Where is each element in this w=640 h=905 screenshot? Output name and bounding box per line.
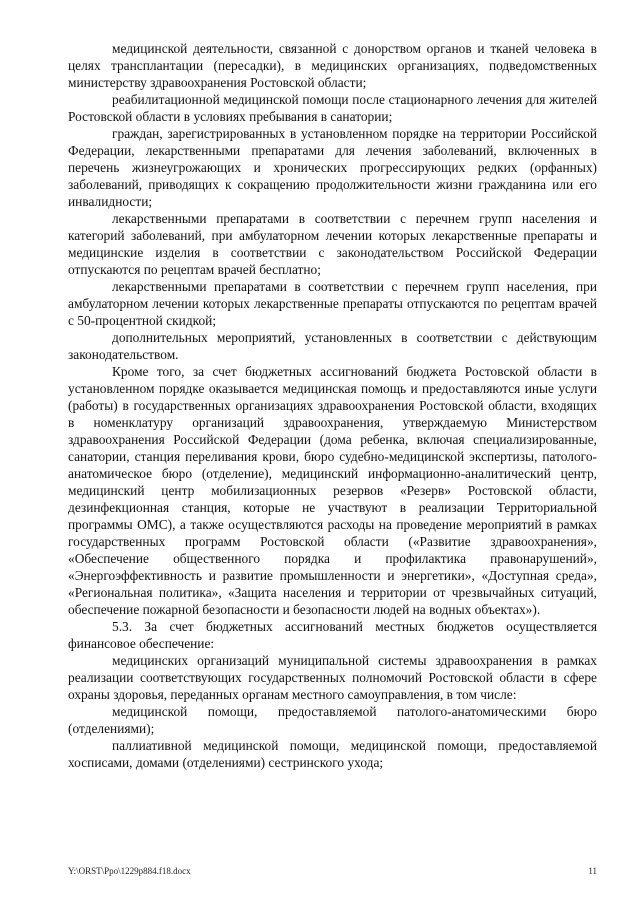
paragraph-additional-measures: дополнительных мероприятий, установленных в соответствии с действующим законодательством.	[68, 330, 597, 362]
paragraph-rehabilitation: реабилитационной медицинской помощи после стационарного лечения для жителей Ростовской области в условиях пребывания в санатории;	[68, 92, 597, 124]
paragraph-orphan-diseases: граждан, зарегистрированных в установленном порядке на территории Российской Федерации, лекарственными препаратами для лечения заболеваний, включенных в перечень жизнеугрожающих и хронических прогрессирующих редких (орфанных) заболеваний, приводящих к сокращению продолжительности жизни гражданина или его инвалидности;	[68, 126, 597, 209]
paragraph-discount-prescriptions: лекарственными препаратами в соответствии с перечнем групп населения, при амбулаторном лечении которых лекарственные препараты отпускаются по рецептам врачей с 50-процентной скидкой;	[68, 279, 597, 328]
paragraph-organ-donation: медицинской деятельности, связанной с донорством органов и тканей человека в целях трансплантации (пересадки), в медицинских организациях, подведомственных министерству здравоохранения Ростовской области;	[68, 41, 597, 90]
paragraph-municipal-organizations: медицинских организаций муниципальной системы здравоохранения в рамках реализации соответствующих государственных полномочий Ростовской области в сфере охраны здоровья, переданных органам местного самоуправления, в том числе:	[68, 653, 597, 702]
paragraph-regional-budget: Кроме того, за счет бюджетных ассигнований бюджета Ростовской области в установленном порядке оказывается медицинская помощь и предоставляются иные услуги (работы) в государственных организациях здравоохранения Ростовской области, входящих в номенклатуру организаций здравоохранения, утверждаемую Министерством здравоохранения Российской Федерации (дома ребенка, включая специализированные, санатории, станция переливания крови, бюро судебно-медицинской экспертизы, патолого-анатомическое бюро (отделение), медицинский информационно-аналитический центр, медицинский центр мобилизационных резервов «Резерв» Ростовской области, дезинфекционная станция, которые не участвуют в реализации Территориальной программы ОМС), а также осуществляются расходы на проведение мероприятий в рамках государственных программ Ростовской области («Развитие здравоохранения», «Обеспечение общественного порядка и профилактика правонарушений», «Энергоэффективность и развитие промышленности и энергетики», «Доступная среда», «Региональная политика», «Защита населения и территории от чрезвычайных ситуаций, обеспечение пожарной безопасности и безопасности людей на водных объектах»).	[68, 364, 597, 617]
paragraph-free-prescriptions: лекарственными препаратами в соответствии с перечнем групп населения и категорий заболеваний, при амбулаторном лечении которых лекарственные препараты и медицинские изделия в соответствии с законодательством Российской Федерации отпускаются по рецептам врачей бесплатно;	[68, 211, 597, 277]
paragraph-section-5-3: 5.3. За счет бюджетных ассигнований местных бюджетов осуществляется финансовое обеспечение:	[68, 619, 597, 651]
file-path: Y:\ORST\Ppo\1229p884.f18.docx	[68, 866, 191, 876]
paragraph-palliative-care: паллиативной медицинской помощи, медицинской помощи, предоставляемой хосписами, домами (отделениями) сестринского ухода;	[68, 738, 597, 770]
paragraph-pathology-bureau: медицинской помощи, предоставляемой патолого-анатомическими бюро (отделениями);	[68, 704, 597, 736]
document-body	[68, 40, 597, 771]
page-number: 11	[588, 866, 597, 876]
